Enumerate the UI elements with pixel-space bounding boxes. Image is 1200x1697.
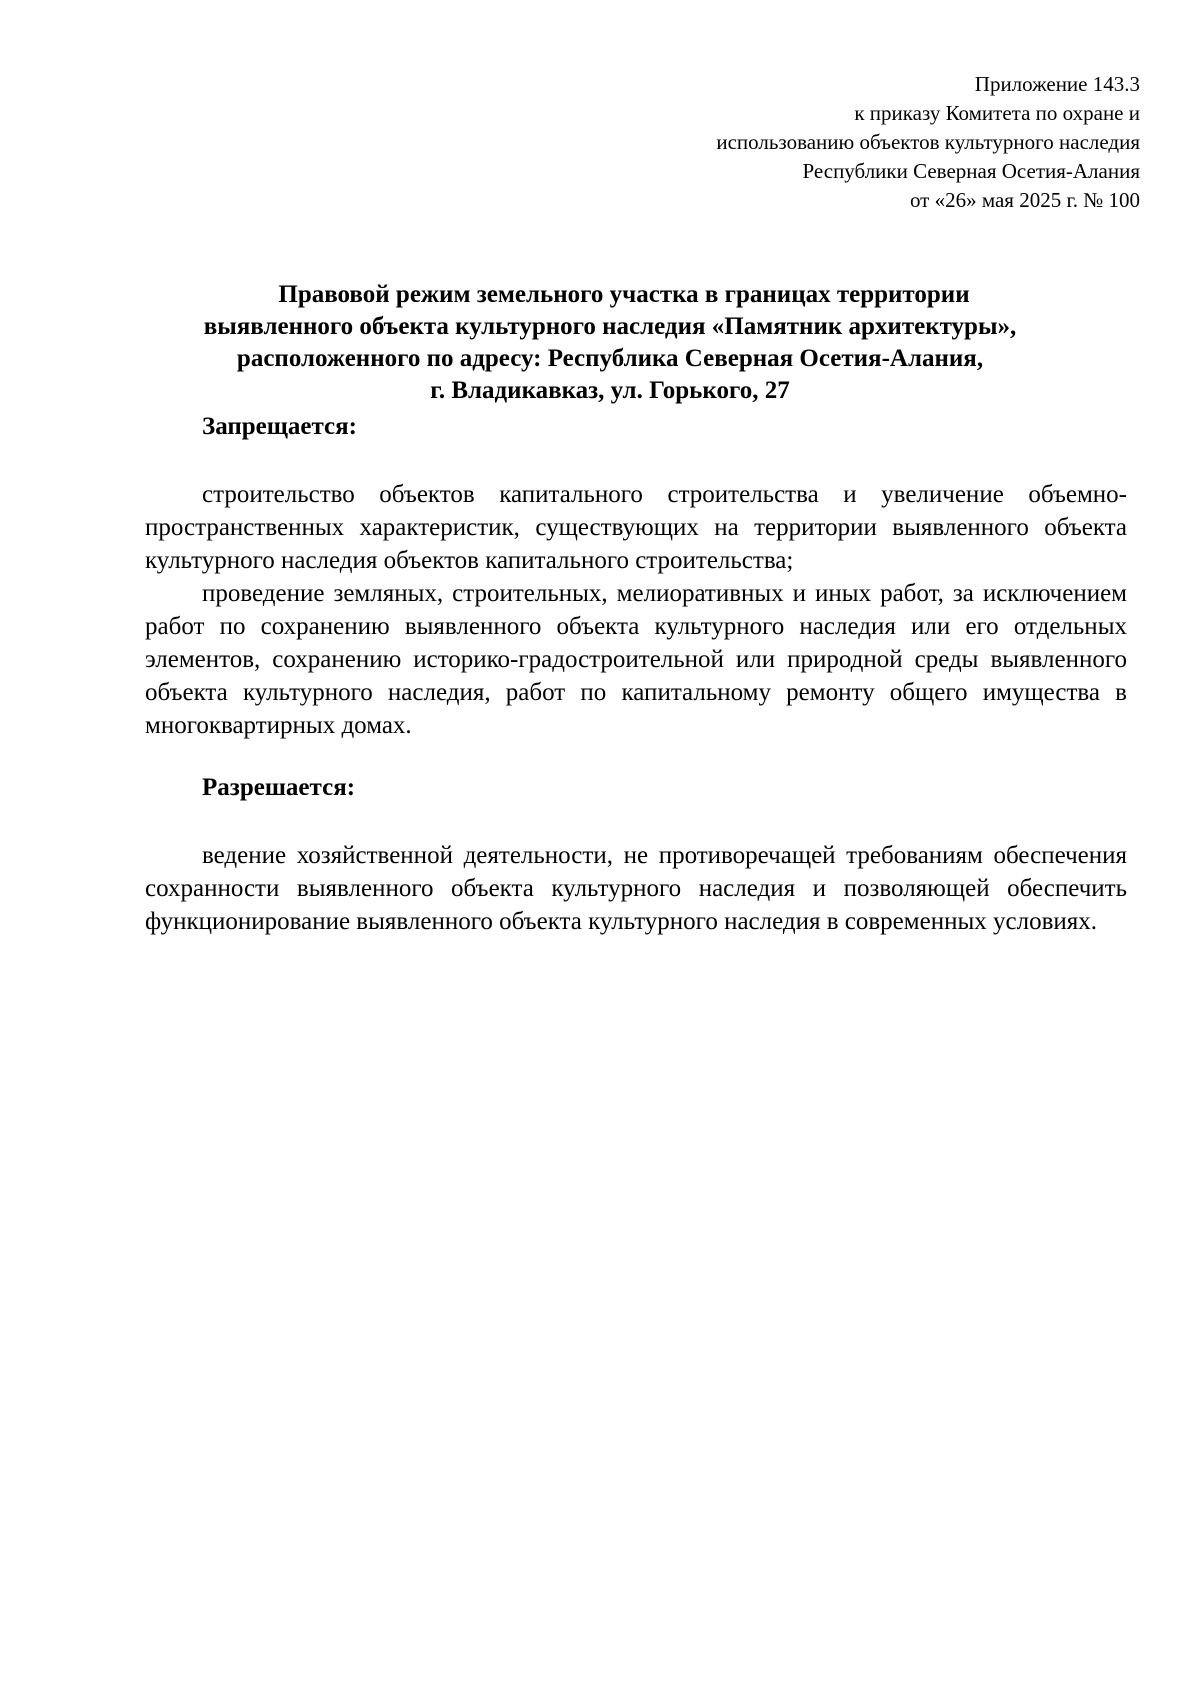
prohibited-section [145, 478, 1127, 742]
title-line-1: Правовой режим земельного участка в границах территории [278, 281, 970, 308]
appendix-header [500, 70, 1140, 215]
appendix-republic: Республики Северная Осетия-Алания [802, 159, 1140, 183]
prohibited-paragraph: строительство объектов капитального строительства и увеличение объемно-пространственных характеристик, существующих на территории выявленного объекта культурного наследия объектов капитального строительства; [145, 481, 1127, 574]
prohibited-paragraph: проведение земляных, строительных, мелиоративных и иных работ, за исключением работ по сохранению выявленного объекта культурного наследия или его отдельных элементов, сохранению историко-градостроительной или природной среды выявленного объекта культурного наследия, работ по капитальному ремонту общего имущества в многоквартирных домах. [145, 580, 1127, 739]
appendix-committee: использованию объектов культурного наследия [716, 130, 1140, 154]
permitted-section [145, 839, 1127, 938]
appendix-date-number: от «26» мая 2025 г. № 100 [909, 188, 1140, 212]
title-line-3: расположенного по адресу: Республика Северная Осетия-Алания, [236, 345, 984, 372]
title-line-2: выявленного объекта культурного наследия «Памятник архитектуры», [203, 313, 1017, 340]
permitted-paragraph: ведение хозяйственной деятельности, не противоречащей требованиям обеспечения сохранности выявленного объекта культурного наследия и позволяющей обеспечить функционирование выявленного объекта культурного наследия в современных условиях. [145, 842, 1127, 935]
prohibited-heading: Запрещается: [202, 413, 358, 440]
appendix-order-ref: к приказу Комитета по охране и [854, 101, 1140, 125]
appendix-number: Приложение 143.3 [974, 72, 1140, 96]
title-line-4: г. Владикавказ, ул. Горького, 27 [430, 377, 790, 404]
permitted-heading: Разрешается: [202, 774, 356, 801]
document-title [140, 279, 1080, 407]
